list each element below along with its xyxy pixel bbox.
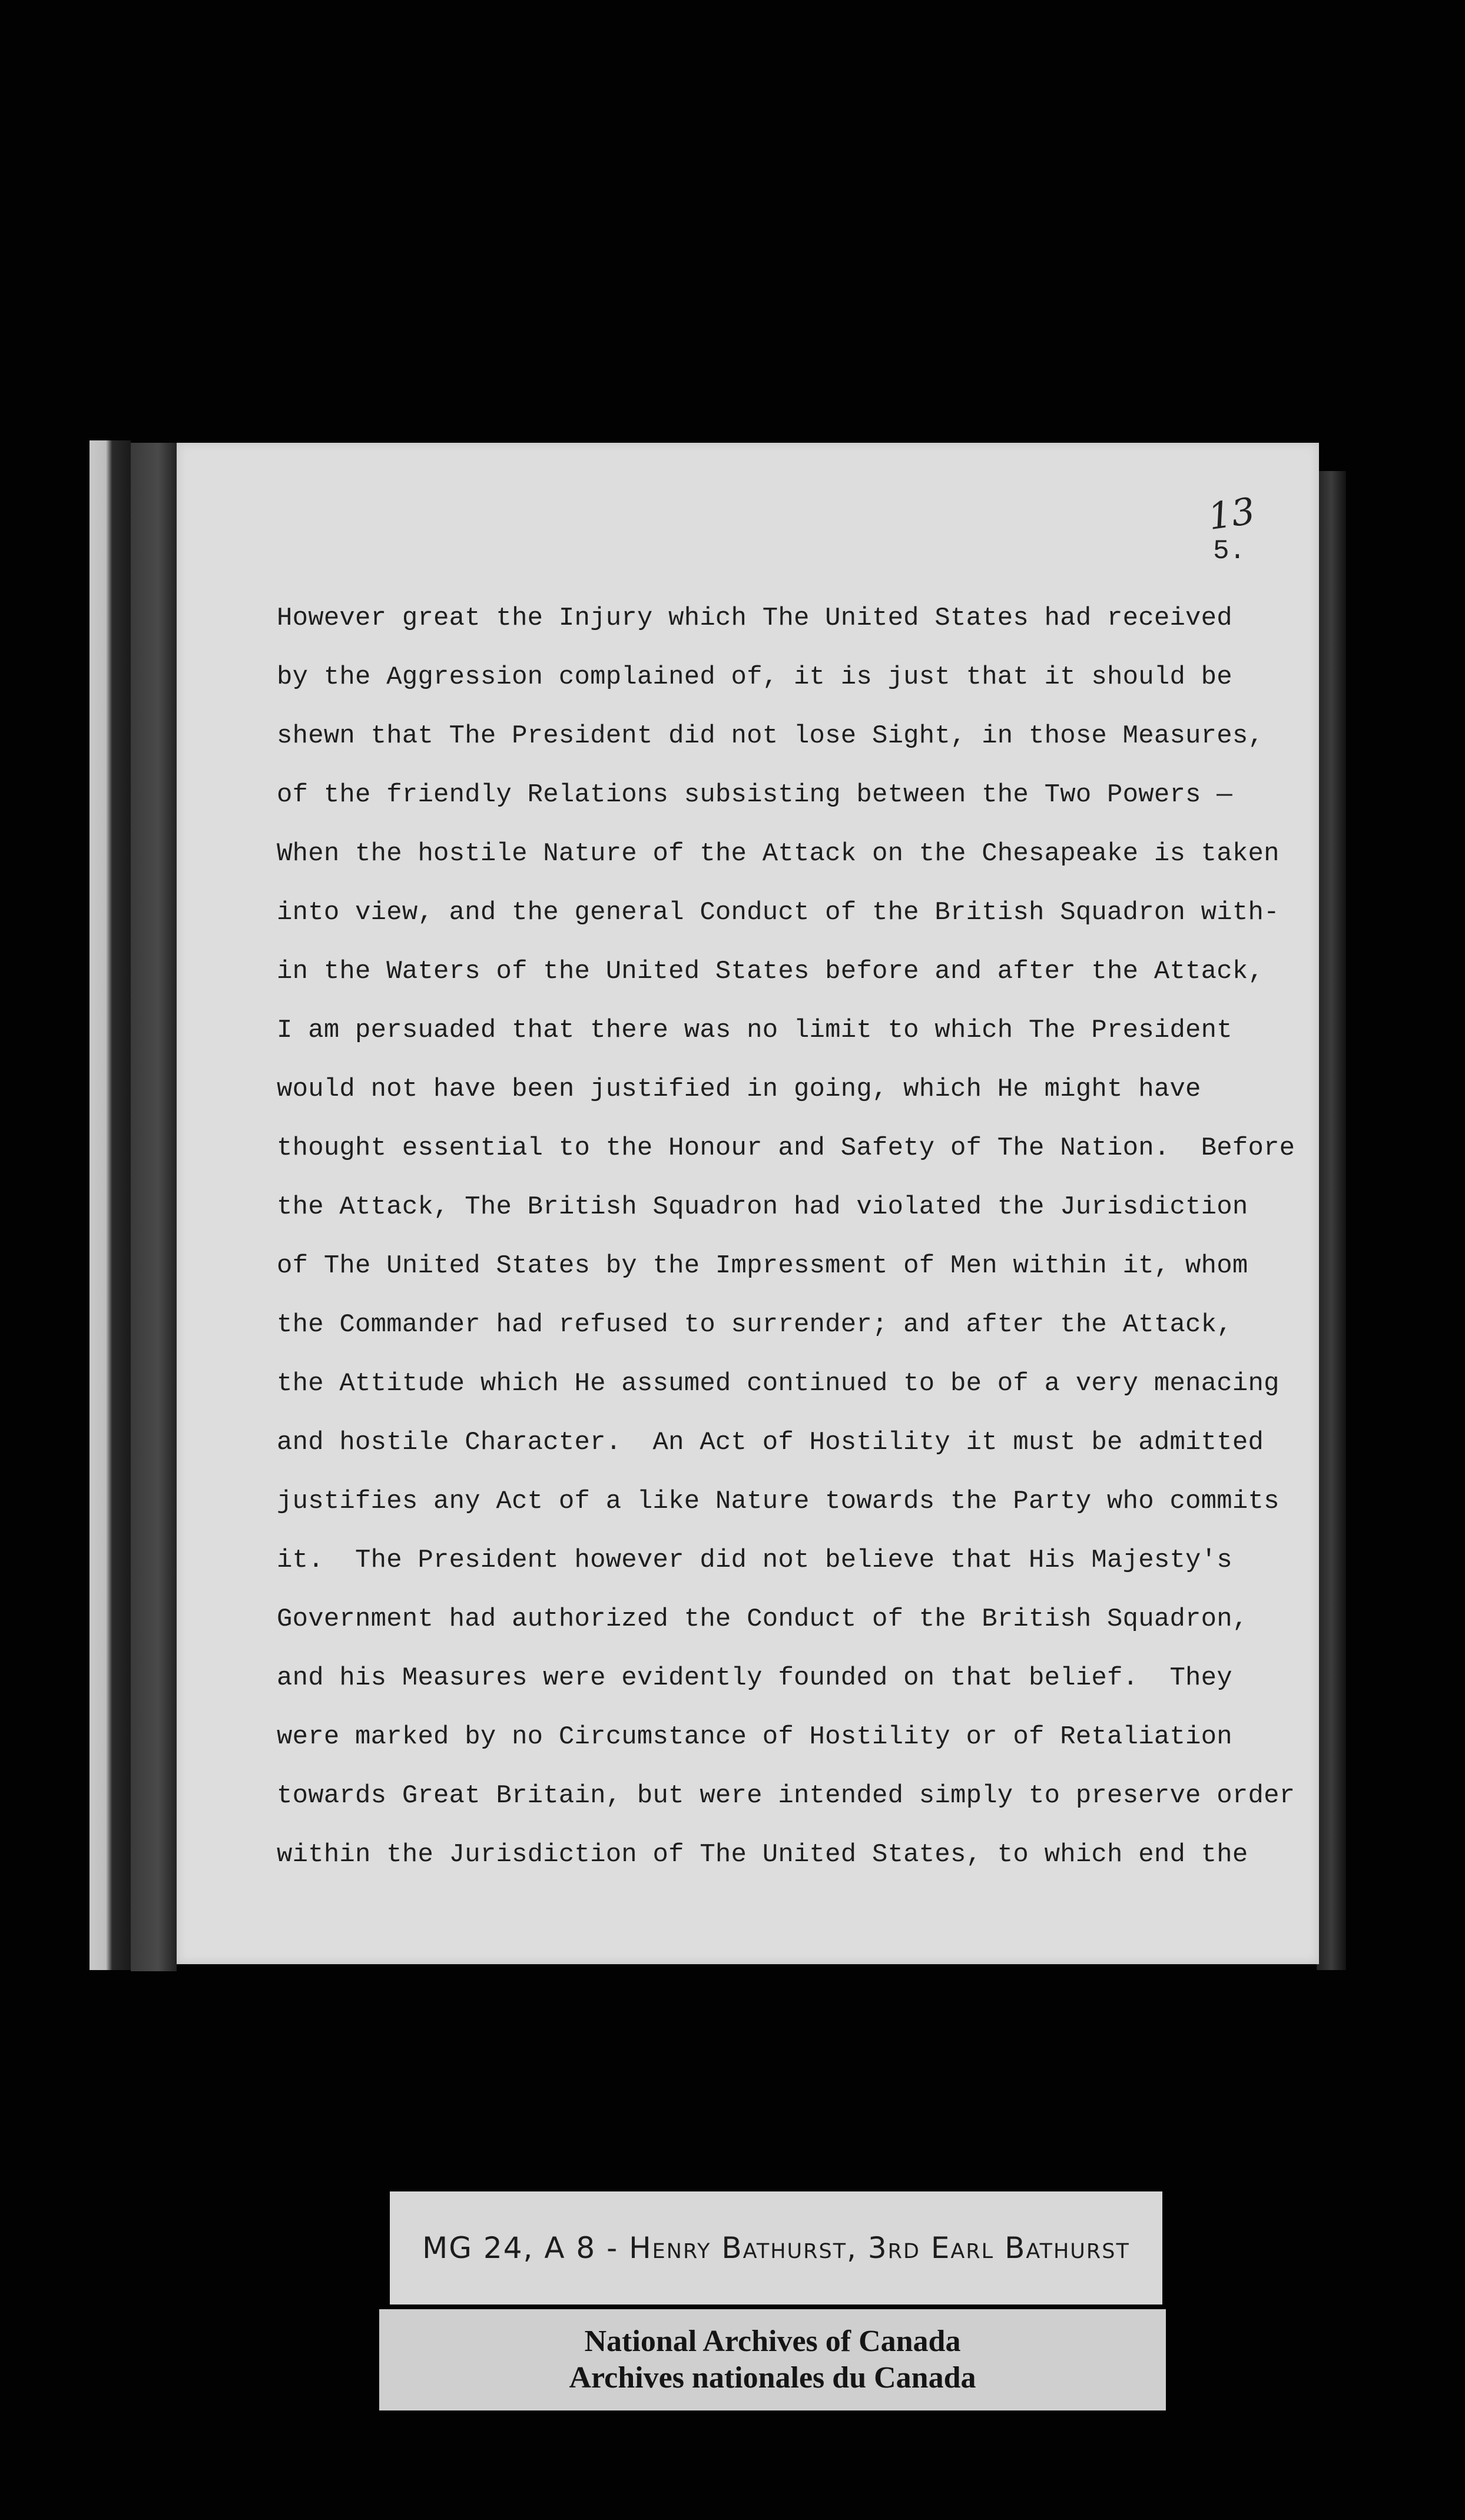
text-line: towards Great Britain, but were intended simply to preserve order bbox=[277, 1781, 1295, 1811]
text-line: were marked by no Circumstance of Hostility or of Retaliation bbox=[277, 1722, 1232, 1752]
text-line: within the Jurisdiction of The United States, to which end the bbox=[277, 1840, 1248, 1869]
text-line: it. The President however did not believe that His Majesty's bbox=[277, 1546, 1232, 1575]
finding-aid-label bbox=[390, 2191, 1162, 2305]
archive-name-english: National Archives of Canada bbox=[584, 2325, 961, 2358]
text-line: Government had authorized the Conduct of the British Squadron, bbox=[277, 1604, 1248, 1634]
binder-strip bbox=[90, 440, 131, 1970]
text-line: justifies any Act of a like Nature towards the Party who commits bbox=[277, 1487, 1280, 1516]
text-line: and his Measures were evidently founded on that belief. They bbox=[277, 1663, 1232, 1693]
text-line: the Commander had refused to surrender; and after the Attack, bbox=[277, 1310, 1232, 1339]
binder-shadow bbox=[131, 443, 177, 1971]
text-line: would not have been justified in going, which He might have bbox=[277, 1075, 1201, 1104]
archive-name-french: Archives nationales du Canada bbox=[569, 2361, 976, 2395]
text-line: the Attack, The British Squadron had violated the Jurisdiction bbox=[277, 1192, 1248, 1222]
text-line: of the friendly Relations subsisting between the Two Powers — bbox=[277, 780, 1232, 810]
text-line: the Attitude which He assumed continued to be of a very menacing bbox=[277, 1369, 1280, 1398]
page-number: 5. bbox=[1213, 536, 1246, 566]
typed-text-body bbox=[277, 589, 1325, 1884]
text-line: into view, and the general Conduct of the British Squadron with- bbox=[277, 898, 1280, 927]
folio-mark: 13 bbox=[1205, 489, 1258, 539]
text-line: and hostile Character. An Act of Hostility it must be admitted bbox=[277, 1428, 1264, 1457]
text-line: by the Aggression complained of, it is just that it should be bbox=[277, 662, 1232, 692]
text-line: thought essential to the Honour and Safety of The Nation. Before bbox=[277, 1133, 1295, 1163]
text-line: shewn that The President did not lose Sight, in those Measures, bbox=[277, 721, 1264, 751]
text-line: However great the Injury which The United States had received bbox=[277, 604, 1232, 633]
text-line: I am persuaded that there was no limit to which The President bbox=[277, 1016, 1232, 1045]
finding-aid-reference: MG 24, A 8 - Henry Bathurst, 3rd Earl Bathurst bbox=[422, 2231, 1130, 2265]
text-line: of The United States by the Impressment of Men within it, whom bbox=[277, 1251, 1248, 1281]
text-line: in the Waters of the United States before and after the Attack, bbox=[277, 957, 1264, 986]
archive-credit-label bbox=[379, 2309, 1166, 2410]
text-line: When the hostile Nature of the Attack on the Chesapeake is taken bbox=[277, 839, 1280, 868]
